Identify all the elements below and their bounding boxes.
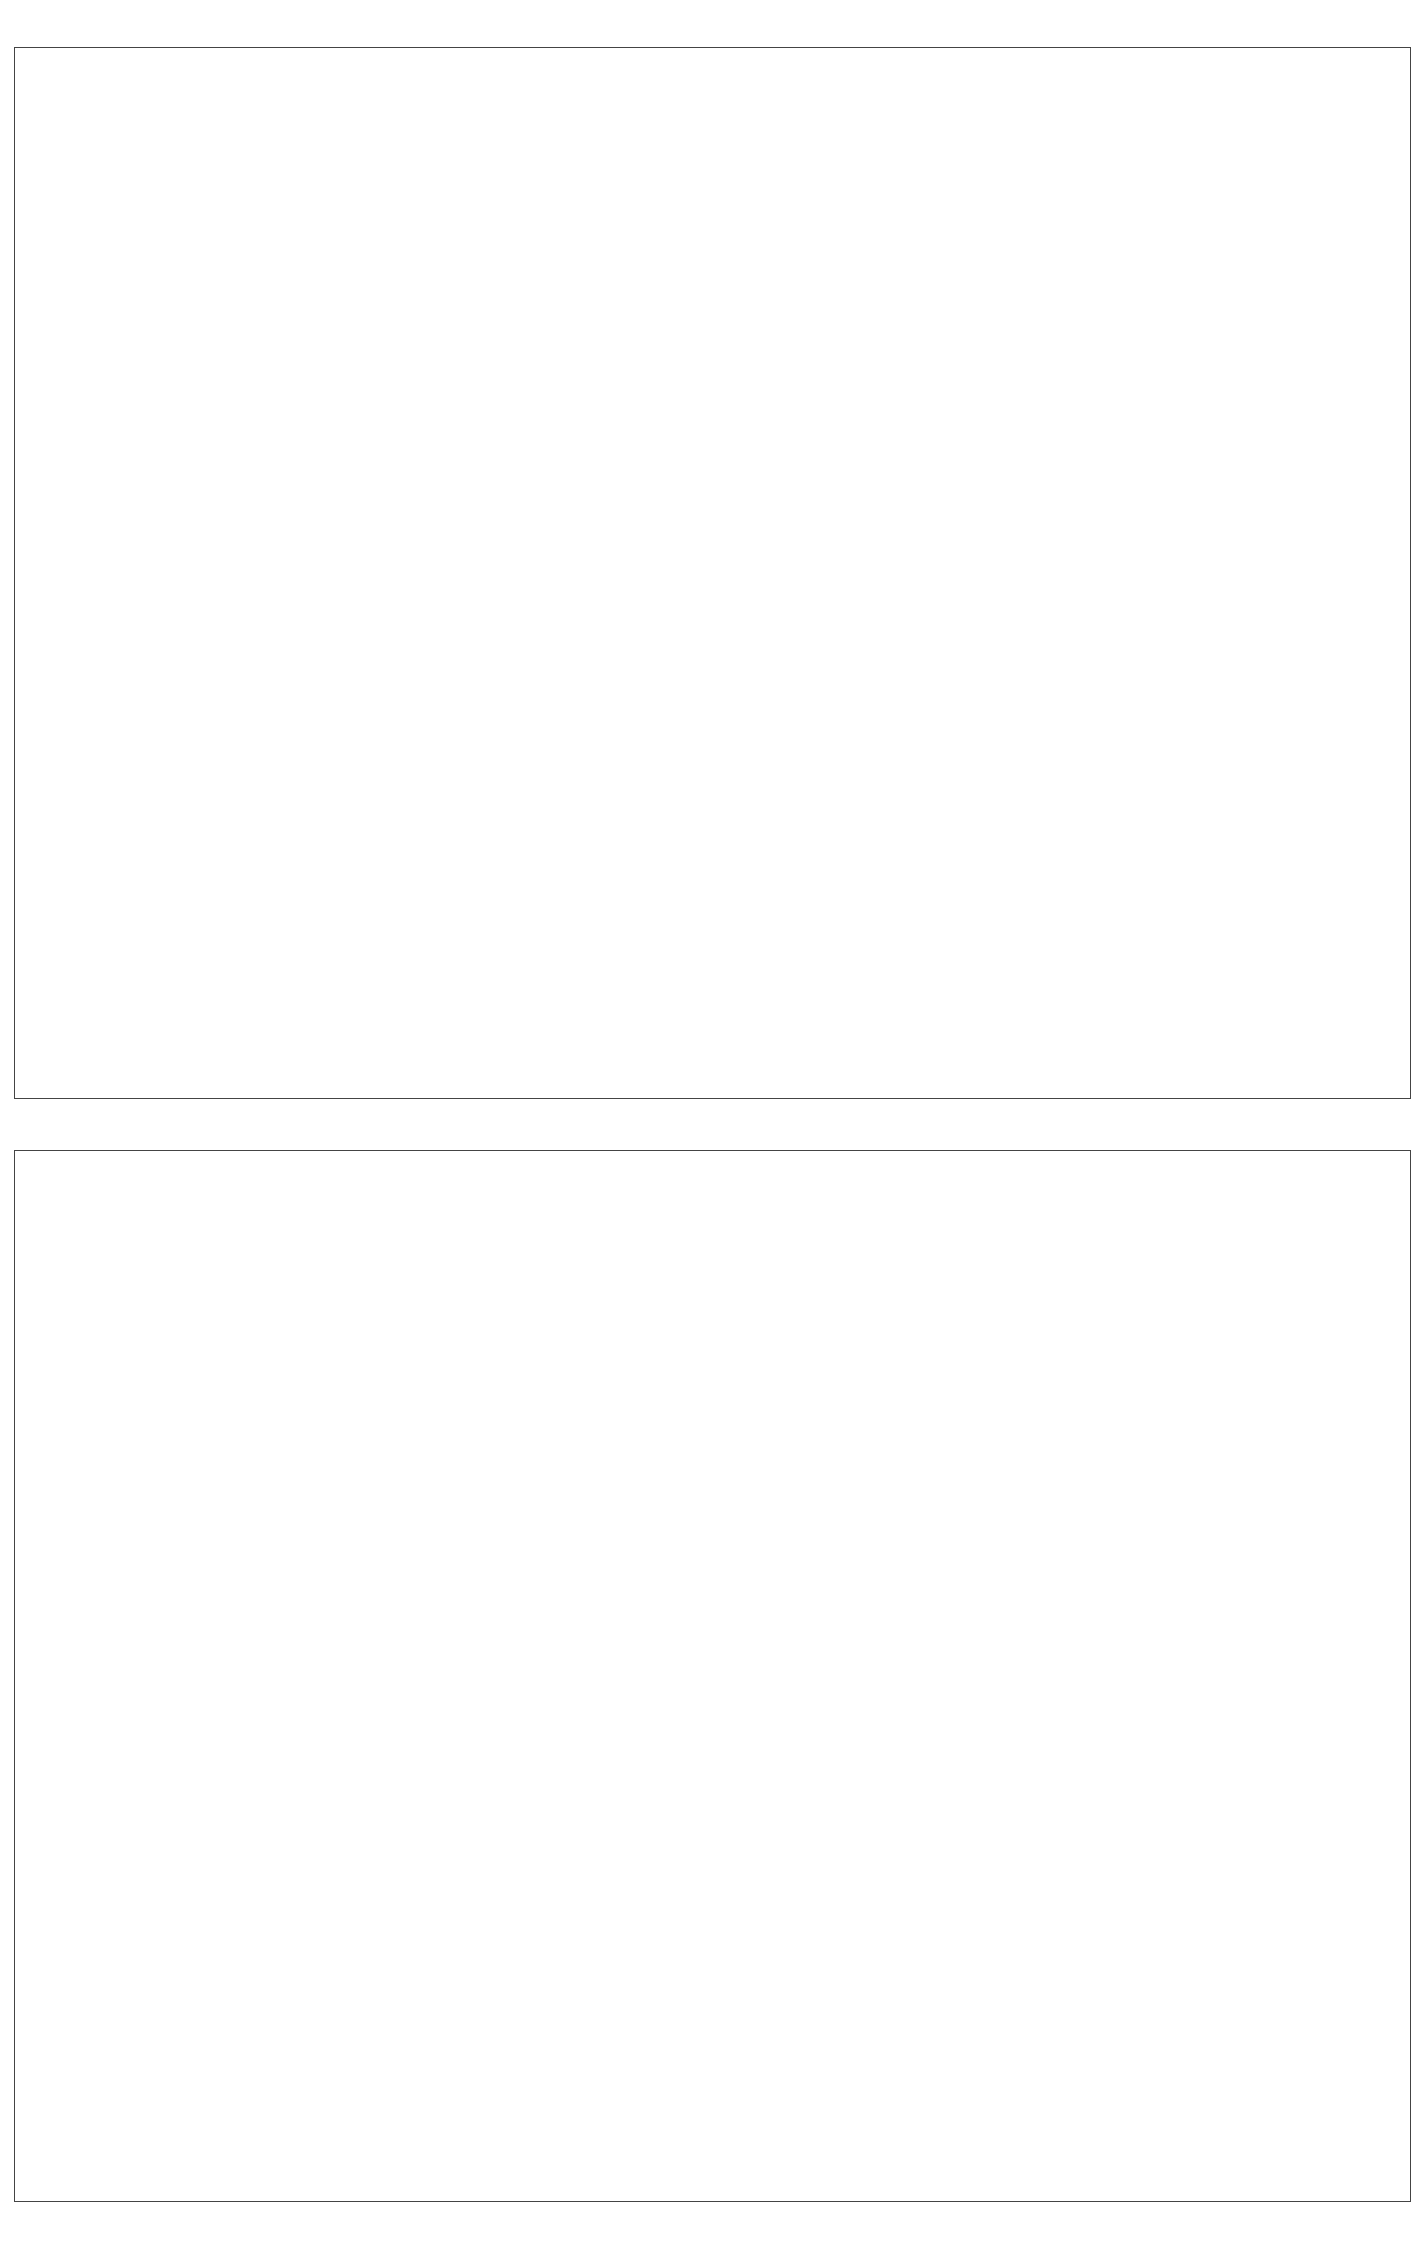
conjugate-footprints-map-canvas [15,1151,1412,2203]
conjugate-footprints-map [14,1150,1411,2202]
down-footprints-map [14,47,1411,1099]
down-footprints-map-canvas [15,48,1412,1100]
